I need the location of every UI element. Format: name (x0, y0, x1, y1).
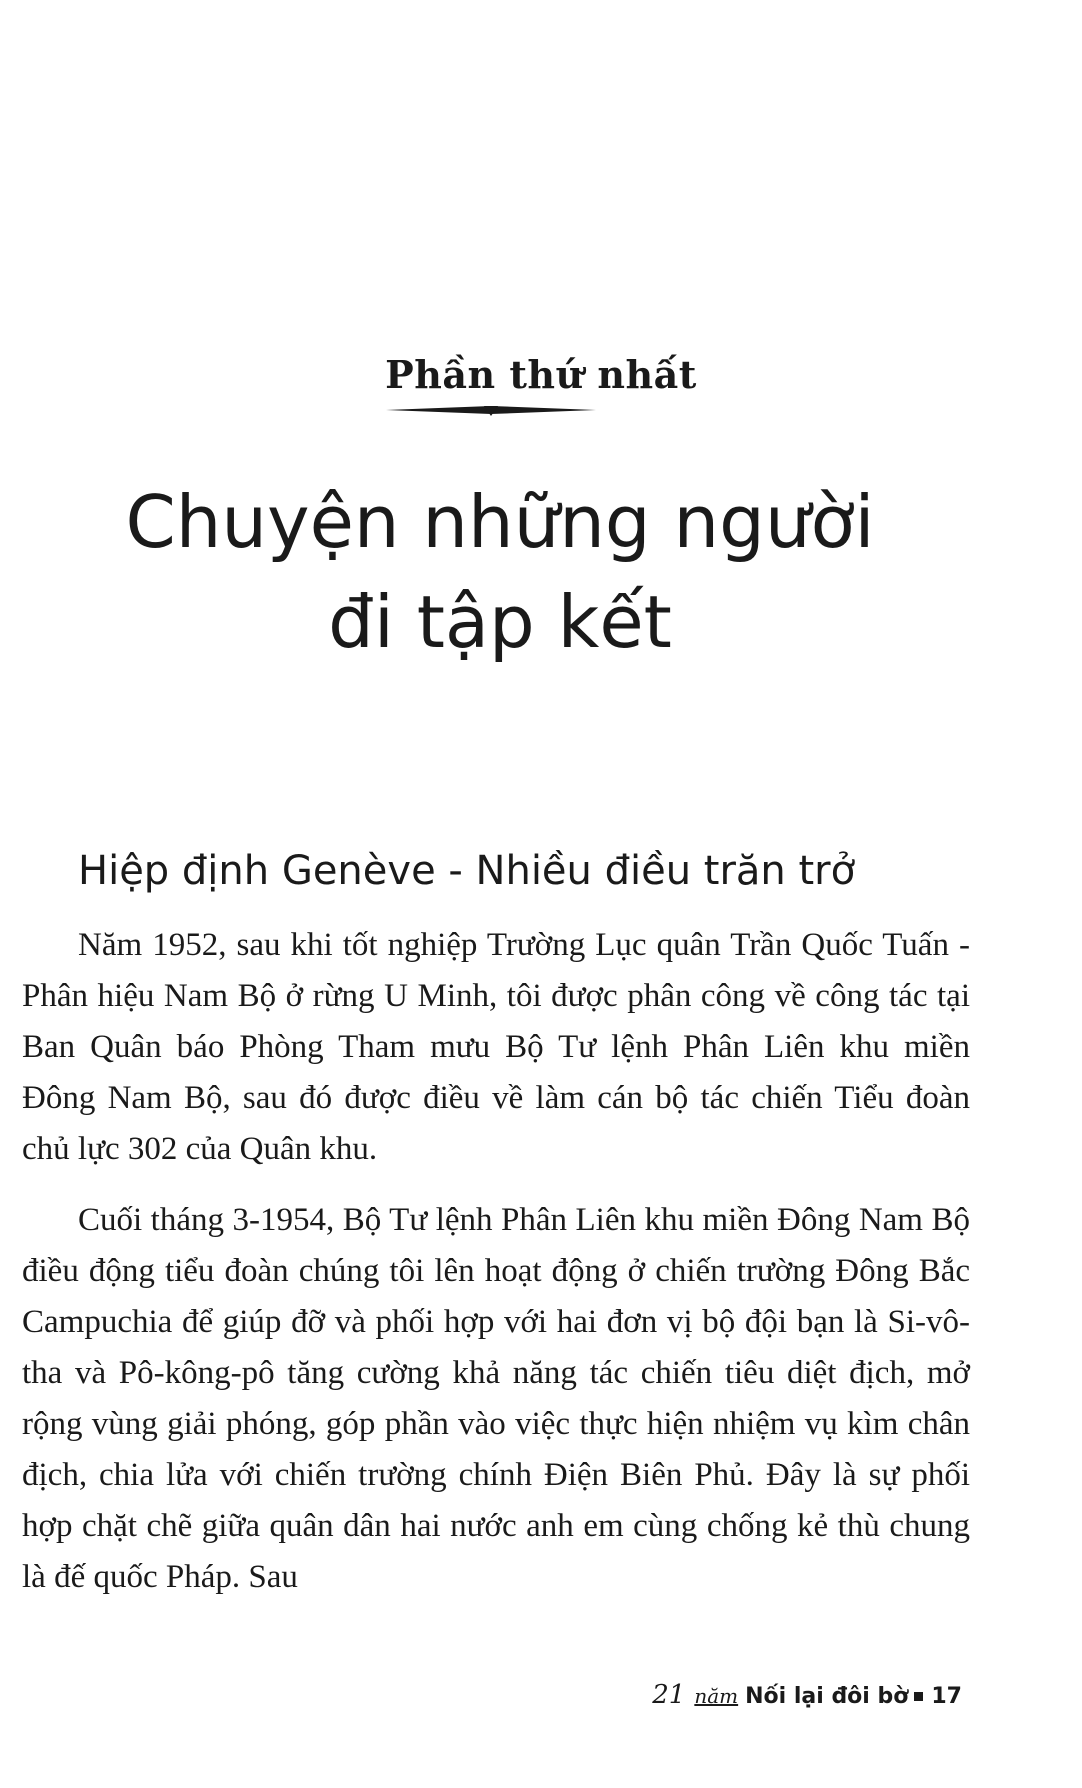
page-number: 17 (931, 1684, 962, 1709)
square-bullet-icon (914, 1692, 923, 1701)
series-number: 21 (652, 1680, 686, 1710)
chapter-title-line-1: Chuyện những người (125, 480, 875, 564)
section-heading: Hiệp định Genève - Nhiều điều trăn trở (78, 848, 856, 894)
part-ornament (386, 404, 596, 418)
series-word: năm (694, 1684, 739, 1708)
chapter-title-line-2: đi tập kết (328, 580, 672, 664)
body-text (22, 920, 970, 1623)
chapter-title (60, 472, 940, 672)
page-footer (652, 1680, 962, 1710)
running-book-title: Nối lại đôi bờ (745, 1684, 909, 1709)
paragraph: Năm 1952, sau khi tốt nghiệp Trường Lục quân Trần Quốc Tuấn - Phân hiệu Nam Bộ ở rừng U Minh, tôi được phân công về công tác tại Ban Quân báo Phòng Tham mưu Bộ Tư lệnh Phân Liên khu miền Đông Nam Bộ, sau đó được điều về làm cán bộ tác chiến Tiểu đoàn chủ lực 302 của Quân khu. (22, 927, 970, 1167)
paragraph: Cuối tháng 3-1954, Bộ Tư lệnh Phân Liên khu miền Đông Nam Bộ điều động tiểu đoàn chúng tôi lên hoạt động ở chiến trường Đông Bắc Campuchia để giúp đỡ và phối hợp với hai đơn vị bộ đội bạn là Si-vô-tha và Pô-kông-pô tăng cường khả năng tác chiến tiêu diệt địch, mở rộng vùng giải phóng, góp phần vào việc thực hiện nhiệm vụ kìm chân địch, chia lửa với chiến trường chính Điện Biên Phủ. Đây là sự phối hợp chặt chẽ giữa quân dân hai nước anh em cùng chống kẻ thù chung là đế quốc Pháp. Sau (22, 1202, 970, 1595)
part-label: Phần thứ nhất (385, 352, 697, 397)
